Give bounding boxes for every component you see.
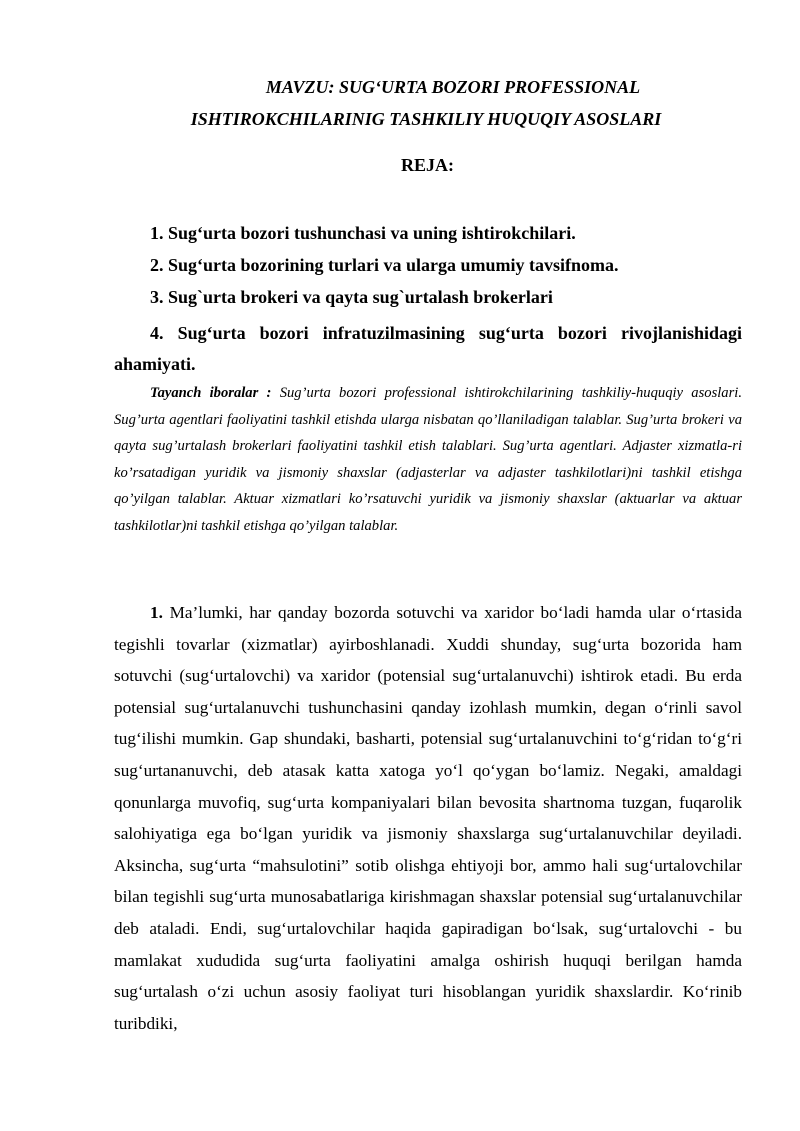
document-title-line-1: MAVZU: SUG‘URTA BOZORI PROFESSIONAL: [265, 77, 641, 97]
plan-item-1: 1. Sug‘urta bozori tushunchasi va uning ishtirokchilari.: [150, 223, 576, 243]
plan-item-2: 2. Sug‘urta bozorining turlari va ularga umumiy tavsifnoma.: [150, 255, 619, 275]
keywords-label: Tayanch iboralar :: [150, 385, 272, 401]
keywords-paragraph: [114, 380, 742, 540]
plan-item-4: 4. Sug‘urta bozori infratuzilmasining sug‘urta bozori rivojlanishidagi ahamiyati.: [114, 323, 742, 374]
plan-item-3: 3. Sug`urta brokeri va qayta sug`urtalash brokerlari: [150, 287, 553, 307]
keywords-text: Sug’urta bozori professional ishtirokchilarining tashkiliy-huquqiy asoslari. Sug’urta agentlari faoliyatini tashkil etishda ularga nisbatan qo’llaniladigan talablar. Sug’urta brokeri va qayta sug’urtalash brokerlari faoliyatini tashkil etish talablari. Sug’urta agentlari. Adjaster xizmatla-ri ko’rsatadigan yuridik va jismoniy shaxslar (adjasterlar va adjaster tashkilotlari)ni tashkil etishga qo’yilgan talablar. Aktuar xizmatlari ko’rsatuvchi yuridik va jismoniy shaxslar (aktuarlar va aktuar tashkilotlar)ni tashkil etishga qo’yilgan talablar.: [114, 385, 742, 534]
body-paragraph-1: [114, 597, 742, 1039]
document-title-line-2: ISHTIROKCHILARINIG TASHKILIY HUQUQIY ASOSLARI: [190, 109, 662, 129]
paragraph-number: 1.: [150, 603, 163, 622]
plan-heading: REJA:: [401, 155, 454, 175]
paragraph-text: Ma’lumki, har qanday bozorda sotuvchi va xaridor bo‘ladi hamda ular o‘rtasida tegishli tovarlar (xizmatlar) ayirboshlanadi. Xuddi shunday, sug‘urta bozorida ham sotuvchi (sug‘urtalovchi) va xaridor (potensial sug‘urtalanuvchi) ishtirok etadi. Bu erda potensial sug‘urtalanuvchi tushunchasini qanday izohlash mumkin, degan o‘rinli savol tug‘ilishi mumkin. Gap shundaki, basharti, potensial sug‘urtalanuvchini to‘g‘ridan to‘g‘ri sug‘urtananuvchi, deb atasak katta xatoga yo‘l qo‘ygan bo‘lamiz. Negaki, amaldagi qonunlarga muvofiq, sug‘urta kompaniyalari bilan bevosita shartnoma tuzgan, fuqarolik salohiyatiga ega bo‘lgan yuridik va jismoniy shaxslarga sug‘urtalanuvchilar deyiladi. Aksincha, sug‘urta “mahsulotini” sotib olishga ehtiyoji bor, ammo hali sug‘urtalovchilar bilan tegishli sug‘urta munosabatlariga kirishmagan shaxslar potensial sug‘urtalanuvchilar deb ataladi. Endi, sug‘urtalovchilar haqida gapiradigan bo‘lsak, sug‘urtalovchi - bu mamlakat xududida sug‘urta faoliyatini amalga oshirish huquqi berilgan hamda sug‘urtalash o‘zi uchun asosiy faoliyat turi hisoblangan yuridik shaxslardir. Ko‘rinib turibdiki,: [114, 603, 742, 1033]
